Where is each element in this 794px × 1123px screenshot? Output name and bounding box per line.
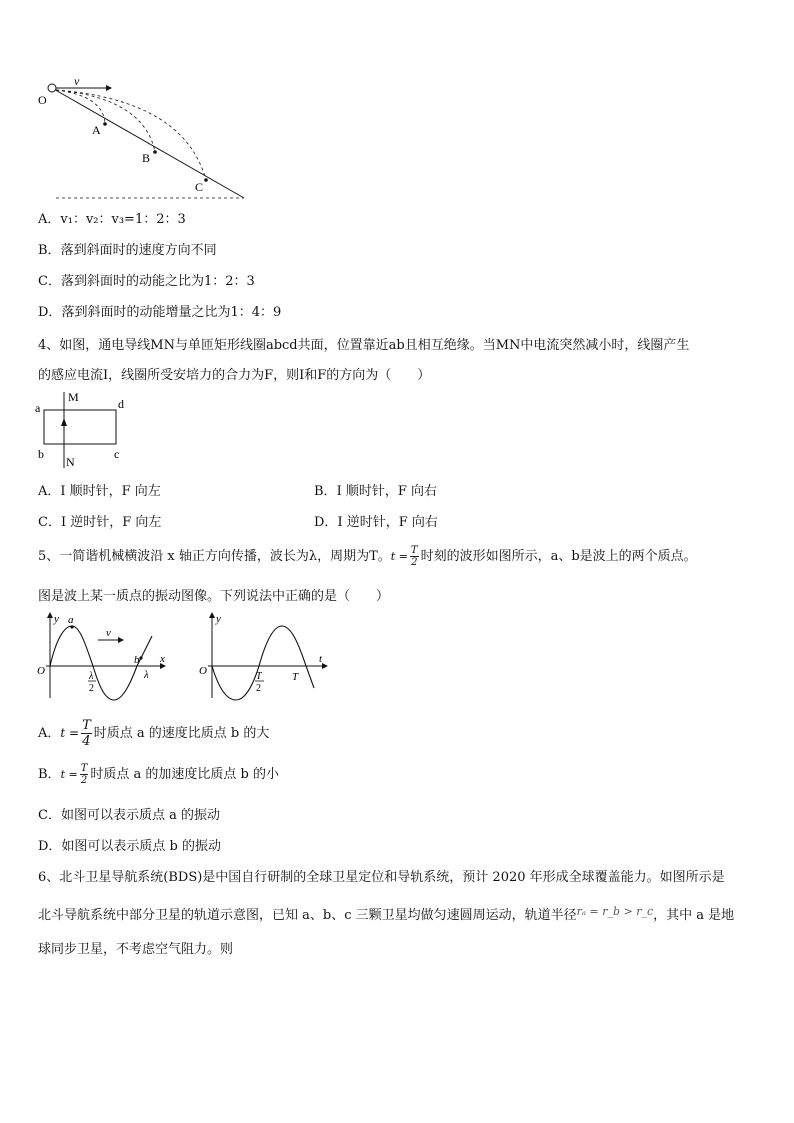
q6-question-line2: 北斗导航系统中部分卫星的轨道示意图，已知 a、b、c 三颗卫星均做匀速圆周运动，轨道半径$^{r_a = r\_b > r\_c}$，其中 a 是地 — [38, 905, 735, 923]
q5-option-c: C．如图可以表示质点 a 的振动 — [38, 808, 220, 823]
q4-question-line1: 4、如图，通电导线MN与单匝矩形线圈abcd共面，位置靠近ab且相互绝缘。当MN中电流突然减小时，线圈产生 — [38, 338, 690, 353]
label-t: t — [319, 653, 323, 665]
label-y: y — [54, 613, 59, 625]
label-a: a — [35, 401, 41, 415]
q3-option-a: A．v₁：v₂：v₃=1：2：3 — [38, 212, 186, 227]
label-y: y — [216, 613, 221, 625]
label-half-lambda-den: 2 — [89, 683, 94, 694]
label-c: c — [114, 447, 120, 461]
q6-question-line1: 6、北斗卫星导航系统(BDS)是中国自行研制的全球卫星定位和导轨系统，预计 2020 年形成全球覆盖能力。如图所示是 — [38, 870, 725, 885]
point-a-dot — [103, 122, 107, 126]
trajectory-a — [56, 90, 105, 124]
q4-question-line2: 的感应电流I，线圈所受安培力的合力为F，则I和F的方向为（ ） — [38, 368, 431, 383]
q4-option-c: C．I 逆时针，F 向左 — [38, 515, 162, 530]
current-arrow-icon — [61, 418, 67, 426]
ball-icon — [48, 84, 56, 92]
q3-option-d: D．落到斜面时的动能增量之比为1：4：9 — [38, 305, 282, 320]
q5-question-line2: 图是波上某一质点的振动图像。下列说法中正确的是（ ） — [38, 589, 390, 604]
vibration-figure — [196, 610, 336, 702]
q5-option-a: A．t = $\frac{T}{4}$ 时质点 a 的速度比质点 b 的大 — [38, 718, 270, 749]
label-a: a — [68, 614, 74, 626]
q5-question-line1: 5、一简谐机械横波沿 x 轴正方向传播，波长为λ，周期为T。t = $\frac{T}{2}$ 时刻的波形如图所示，a、b是波上的两个质点。 — [38, 545, 697, 568]
vibration-curve — [212, 626, 314, 700]
label-b: b — [134, 654, 140, 666]
label-n: N — [66, 455, 75, 469]
q3-option-c: C．落到斜面时的动能之比为1：2：3 — [38, 274, 255, 289]
q4-option-a: A．I 顺时针，F 向左 — [38, 484, 161, 499]
label-o: O — [38, 93, 47, 107]
label-x: x — [160, 653, 165, 665]
propagation-arrowhead-icon — [118, 637, 124, 643]
point-b-dot — [139, 656, 142, 659]
incline-projectile-figure — [34, 74, 254, 204]
t-axis-arrowhead-icon — [322, 663, 328, 669]
label-c: C — [195, 180, 204, 194]
q3-option-b: B．落到斜面时的速度方向不同 — [38, 243, 217, 258]
y-axis-arrowhead-icon — [47, 612, 53, 618]
velocity-arrowhead-icon — [106, 85, 112, 91]
waveform-figure — [34, 610, 174, 702]
label-v: v — [74, 74, 80, 88]
label-b: b — [38, 447, 44, 461]
label-a: A — [92, 123, 101, 137]
q5-option-b: B．t = $\frac{T}{2}$ 时质点 a 的加速度比质点 b 的小 — [38, 763, 279, 786]
point-c-dot — [204, 178, 208, 182]
label-half-t-den: 2 — [256, 683, 261, 694]
coil-rect — [44, 410, 116, 444]
label-half-t-num: T — [256, 671, 262, 682]
label-lambda: λ — [144, 669, 149, 681]
q6-question-line3: 球同步卫星，不考虑空气阻力。则 — [38, 942, 234, 957]
label-o: O — [37, 665, 45, 677]
label-period: T — [292, 671, 299, 683]
y-axis-arrowhead-icon — [209, 612, 215, 618]
incline-line — [52, 88, 244, 198]
coil-wire-figure — [34, 388, 134, 472]
label-half-lambda-num: λ — [89, 671, 94, 682]
label-v: v — [106, 627, 111, 639]
label-b: B — [142, 151, 151, 165]
point-b-dot — [153, 150, 157, 154]
label-m: M — [68, 390, 79, 404]
label-o: O — [199, 665, 207, 677]
q5-option-d: D．如图可以表示质点 b 的振动 — [38, 839, 222, 854]
label-d: d — [118, 397, 124, 411]
q4-option-d: D．I 逆时针，F 向右 — [314, 515, 438, 530]
q4-option-b: B．I 顺时针，F 向右 — [314, 484, 437, 499]
